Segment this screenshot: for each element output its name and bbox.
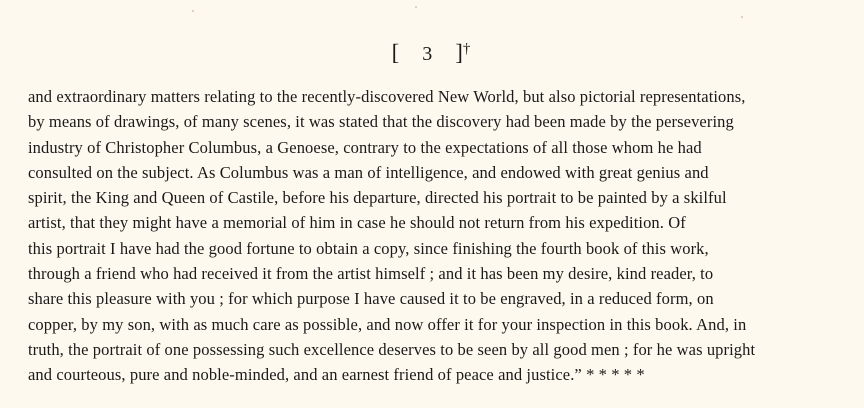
folio-bracket-right: ] xyxy=(455,40,464,65)
page-folio xyxy=(0,40,864,66)
text-line: spirit, the King and Queen of Castile, before his departure, directed his portrait to be painted by a skilful xyxy=(28,188,727,208)
dagger-mark: † xyxy=(462,41,472,57)
text-line: through a friend who had received it from the artist himself ; and it has been my desire, kind reader, to xyxy=(28,264,714,284)
text-line: this portrait I have had the good fortune to obtain a copy, since finishing the fourth book of this work, xyxy=(28,238,709,258)
text-line: industry of Christopher Columbus, a Genoese, contrary to the expectations of all those whom he had xyxy=(28,137,702,157)
text-line: by means of drawings, of many scenes, it was stated that the discovery had been made by the persevering xyxy=(28,112,734,132)
text-line: artist, that they might have a memorial of him in case he should not return from his expedition. Of xyxy=(28,213,686,233)
paper-speck xyxy=(415,6,417,8)
text-line: consulted on the subject. As Columbus was a man of intelligence, and endowed with great genius and xyxy=(28,162,709,182)
paper-speck xyxy=(741,16,743,18)
text-line: truth, the portrait of one possessing such excellence deserves to be seen by all good men ; for he was upright xyxy=(28,339,756,359)
text-line: and extraordinary matters relating to the recently-discovered New World, but also pictorial representations, xyxy=(28,87,746,106)
text-line: copper, by my son, with as much care as possible, and now offer it for your inspection in this book. And, in xyxy=(28,314,747,334)
paper-speck xyxy=(192,10,194,12)
folio-bracket-left: [ xyxy=(391,40,401,65)
page-number: 3 xyxy=(422,43,434,65)
text-line: share this pleasure with you ; for which purpose I have caused it to be engraved, in a reduced form, on xyxy=(28,289,714,309)
body-text xyxy=(28,84,834,388)
text-line: and courteous, pure and noble-minded, and an earnest friend of peace and justice.” * * * * * xyxy=(28,365,645,385)
